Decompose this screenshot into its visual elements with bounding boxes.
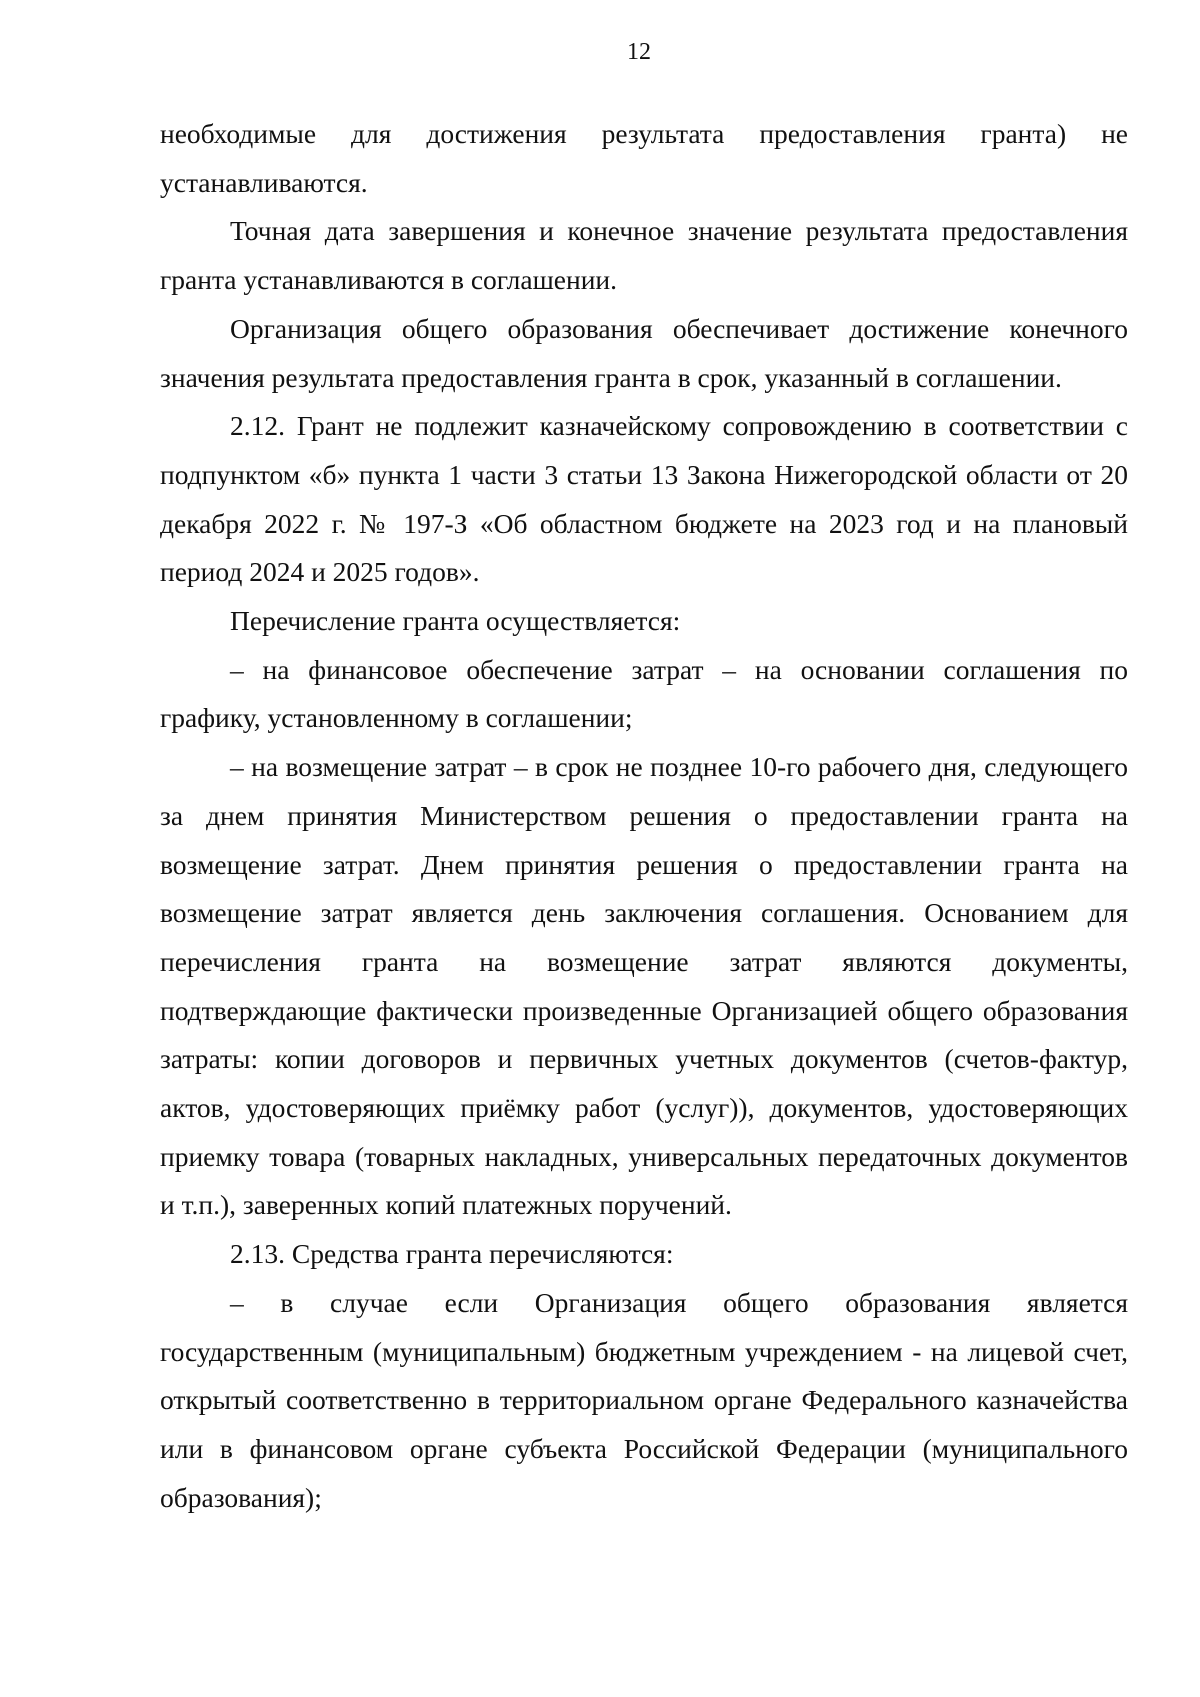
paragraph-organization-achievement: Организация общего образования обеспечивает достижение конечного значения результата предоставления гранта в срок, указанный в соглашении. (160, 312, 1128, 393)
paragraph-2-13-heading: 2.13. Средства гранта перечисляются: (230, 1238, 674, 1270)
paragraph-budget-institution: – в случае если Организация общего образования является государственным (муниципальным) бюджетным учреждением - на лицевой счет, открытый соответственно в территориальном органе Федерального казначейства или в финансовом органе субъекта Российской Федерации (муниципального образования); (160, 1286, 1128, 1513)
paragraph-2-12-treasury: 2.12. Грант не подлежит казначейскому сопровождению в соответствии с подпунктом «б» пункта 1 части 3 статьи 13 Закона Нижегородской области от 20 декабря 2022 г. № 197-З «Об областном бюджете на 2023 год и на плановый период 2024 и 2025 годов». (160, 410, 1128, 588)
paragraph-transfer-heading: Перечисление гранта осуществляется: (230, 605, 681, 637)
paragraph-results-continuation: необходимые для достижения результата предоставления гранта) не устанавливаются. (160, 118, 1128, 198)
paragraph-financial-support: – на финансовое обеспечение затрат – на основании соглашения по графику, установленному в соглашении; (160, 653, 1128, 734)
document-body (160, 110, 1128, 1522)
paragraph-completion-date: Точная дата завершения и конечное значение результата предоставления гранта устанавливаются в соглашении. (160, 215, 1128, 296)
page-number: 12 (627, 39, 651, 65)
paragraph-reimbursement: – на возмещение затрат – в срок не позднее 10-го рабочего дня, следующего за днем принятия Министерством решения о предоставлении гранта на возмещение затрат. Днем принятия решения о предоставлении гранта на возмещение затрат является день заключения соглашения. Основанием для перечисления гранта на возмещение затрат являются документы, подтверждающие фактически произведенные Организацией общего образования затраты: копии договоров и первичных учетных документов (счетов-фактур, актов, удостоверяющих приёмку работ (услуг)), документов, удостоверяющих приемку товара (товарных накладных, универсальных передаточных документов и т.п.), заверенных копий платежных поручений. (160, 751, 1128, 1221)
